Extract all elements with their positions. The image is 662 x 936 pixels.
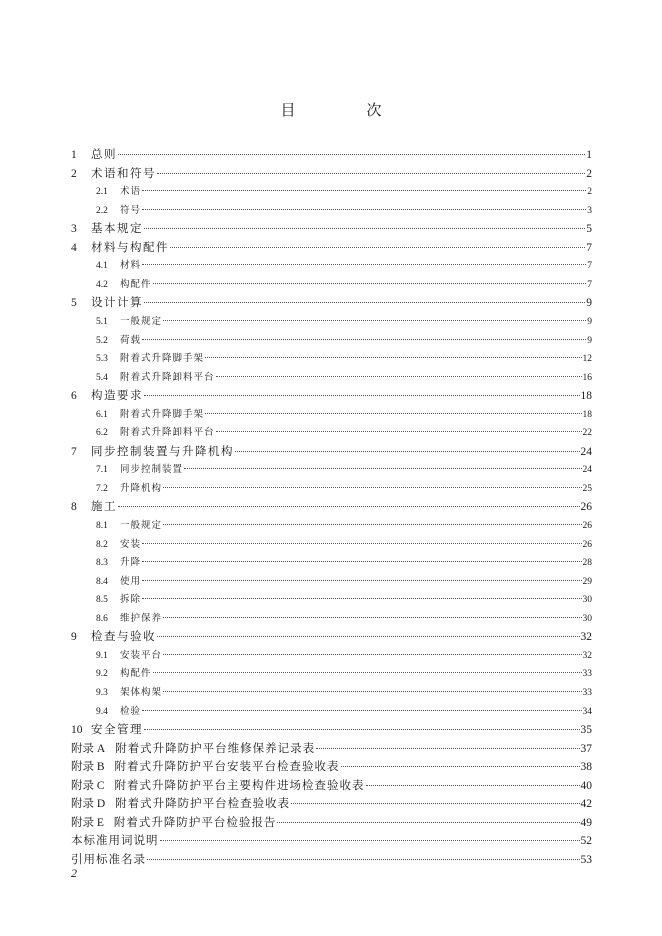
dot-leader: [144, 228, 585, 229]
toc-entry-number: 5.4: [96, 372, 108, 383]
toc-entry-label: 总则: [91, 149, 117, 161]
toc-entry-page: 18: [580, 390, 592, 403]
toc-entry-label: 升降机构: [120, 483, 163, 494]
toc-entry[interactable]: [71, 721, 592, 737]
toc-entry-number: 9: [71, 631, 77, 644]
toc-entry-label: 材料与构配件: [91, 241, 169, 254]
toc-entry-page: 26: [580, 501, 592, 514]
toc-subentry[interactable]: [96, 536, 592, 550]
toc-entry-label: 引用标准名录: [71, 853, 146, 866]
toc-entry-number: 附录 C: [71, 779, 105, 792]
toc-entry-label: 术语和符号: [91, 167, 156, 180]
toc-entry-page: 12: [582, 354, 592, 365]
toc-entry-page: 30: [582, 613, 592, 624]
toc-entry-label: 术语: [120, 187, 142, 198]
toc-entry-label: 检查与验收: [91, 631, 156, 644]
toc-entry-page: 9: [587, 316, 592, 327]
toc-entry-number: 5: [71, 297, 77, 310]
dot-leader: [142, 561, 581, 562]
toc-entry-number: 8: [71, 501, 77, 514]
toc-entry[interactable]: [71, 832, 592, 848]
toc-subentry[interactable]: [96, 591, 592, 605]
toc-subentry[interactable]: [96, 665, 592, 679]
toc-entry-page: 52: [580, 835, 592, 848]
toc-entry[interactable]: [71, 628, 592, 644]
toc-entry-label: 拆除: [120, 595, 142, 606]
toc-entry-page: 26: [582, 539, 592, 550]
toc-entry-page: 3: [587, 205, 592, 216]
toc-subentry[interactable]: [96, 684, 592, 698]
toc-entry-number: 2.1: [96, 187, 108, 198]
toc-entry-label: 基本规定: [91, 223, 143, 236]
toc-entry-label: 同步控制装置: [120, 465, 184, 476]
toc-entry[interactable]: [71, 740, 592, 756]
dot-leader: [163, 524, 581, 525]
toc-entry-number: 5.1: [96, 316, 108, 327]
dot-leader: [153, 672, 582, 673]
toc-entry-label: 附着式升降卸料平台: [120, 428, 215, 439]
toc-entry-number: 8.5: [96, 595, 108, 606]
toc-entry-page: 53: [580, 853, 592, 866]
toc-entry-number: 8.6: [96, 613, 108, 624]
toc-entry-number: 4.1: [96, 261, 108, 272]
dot-leader: [144, 302, 585, 303]
dot-leader: [216, 376, 582, 377]
dot-leader: [163, 320, 586, 321]
toc-entry-number: 6.1: [96, 409, 108, 420]
dot-leader: [142, 710, 581, 711]
toc-entry-number: 2: [71, 167, 77, 180]
toc-entry-label: 附着式升降卸料平台: [120, 372, 215, 383]
dot-leader: [153, 283, 587, 284]
toc-entry-page: 18: [582, 409, 592, 420]
toc-entry-number: 附录 B: [71, 761, 105, 774]
dot-leader: [142, 543, 581, 544]
toc-entry-number: 7: [71, 445, 77, 458]
dot-leader: [170, 247, 585, 248]
dot-leader: [157, 636, 580, 637]
toc-subentry[interactable]: [96, 517, 592, 531]
dot-leader: [142, 264, 586, 265]
dot-leader: [144, 395, 580, 396]
toc-subentry[interactable]: [96, 313, 592, 327]
toc-entry-label: 附着式升降防护平台检验报告: [113, 816, 277, 829]
toc-entry-label: 设计计算: [91, 297, 143, 310]
toc-entry-label: 安全管理: [91, 724, 143, 737]
toc-entry-page: 9: [586, 297, 592, 310]
toc-subentry[interactable]: [96, 369, 592, 383]
toc-entry-number: 7.1: [96, 465, 108, 476]
toc-subentry[interactable]: [96, 257, 592, 271]
toc-entry[interactable]: [71, 498, 592, 514]
toc-subentry[interactable]: [96, 350, 592, 364]
dot-leader: [118, 506, 580, 507]
toc-entry-label: 符号: [120, 205, 142, 216]
toc-entry-number: 8.1: [96, 521, 108, 531]
dot-leader: [142, 339, 586, 340]
toc-entry-label: 构配件: [120, 669, 152, 680]
toc-entry-page: 2: [586, 167, 592, 180]
toc-subentry[interactable]: [96, 480, 592, 494]
toc-entry-page: 37: [580, 742, 592, 755]
toc-entry-page: 7: [587, 279, 592, 290]
toc-entry-page: 38: [580, 761, 592, 774]
toc-entry-page: 33: [582, 687, 592, 698]
toc-entry[interactable]: [71, 795, 592, 811]
dot-leader: [160, 840, 580, 841]
toc-entry-number: 3: [71, 223, 77, 236]
toc-entry[interactable]: [71, 220, 592, 236]
toc-entry-label: 附着式升降防护平台主要构件进场检查验收表: [114, 779, 365, 792]
toc-entry-label: 荷载: [120, 335, 142, 346]
toc-entry-number: 附录 A: [71, 742, 106, 755]
toc-subentry[interactable]: [96, 276, 592, 290]
toc-entry-number: 8.3: [96, 558, 108, 569]
dot-leader: [157, 173, 585, 174]
toc-entry-number: 附录 D: [71, 798, 106, 811]
toc-entry-page: 25: [582, 483, 592, 494]
toc-entry-label: 附着式升降防护平台检查验收表: [115, 798, 291, 811]
toc-entry-page: 42: [580, 798, 592, 811]
toc-entry-label: 附着式升降脚手架: [120, 409, 205, 420]
toc-entry-page: 49: [580, 816, 592, 829]
toc-entry[interactable]: [71, 814, 592, 830]
toc-entry-page: 9: [587, 335, 592, 346]
toc-entry-label: 本标准用词说明: [71, 835, 159, 848]
toc-entry-page: 24: [580, 445, 592, 458]
toc-entry-page: 32: [582, 650, 592, 661]
toc-entry-label: 同步控制装置与升降机构: [91, 445, 234, 458]
toc-entry-label: 施工: [91, 501, 117, 514]
toc-entry[interactable]: [71, 758, 592, 774]
dot-leader: [118, 154, 585, 155]
dot-leader: [184, 468, 581, 469]
toc-entry-page: 33: [582, 669, 592, 680]
toc-entry[interactable]: [71, 443, 592, 459]
toc-entry[interactable]: [71, 294, 592, 310]
toc-entry-number: 8.4: [96, 576, 108, 587]
toc-entry-number: 6.2: [96, 428, 108, 439]
toc-entry-number: 附录 E: [71, 816, 104, 829]
toc-entry-page: 29: [582, 576, 592, 587]
toc-entry-number: 6: [71, 390, 77, 403]
toc-entry-page: 24: [582, 465, 592, 476]
toc-entry-label: 附着式升降防护平台安装平台检查验收表: [114, 761, 340, 774]
toc-entry[interactable]: [71, 239, 592, 255]
toc-entry-page: 7: [587, 261, 592, 272]
toc-entry-number: 8.2: [96, 539, 108, 550]
toc-entry-page: 5: [586, 223, 592, 236]
dot-leader: [366, 785, 580, 786]
dot-leader: [341, 766, 580, 767]
toc-entry-page: 2: [587, 187, 592, 198]
toc-subentry[interactable]: [96, 610, 592, 624]
toc-entry-number: 4: [71, 241, 77, 254]
dot-leader: [316, 748, 579, 749]
dot-leader: [216, 431, 582, 432]
toc-entry[interactable]: [71, 851, 592, 867]
toc-entry-number: 5.2: [96, 335, 108, 346]
toc-subentry[interactable]: [96, 554, 592, 568]
toc-entry-label: 安装平台: [120, 650, 163, 661]
toc-entry-page: 34: [582, 706, 592, 717]
toc-entry-label: 附着式升降脚手架: [120, 354, 205, 365]
toc-entry-label: 构造要求: [91, 390, 143, 403]
toc-entry-label: 维护保养: [120, 613, 163, 624]
toc-entry-page: 35: [580, 724, 592, 737]
toc-entry-label: 检验: [120, 706, 142, 717]
dot-leader: [142, 190, 586, 191]
toc-entry-number: 7.2: [96, 483, 108, 494]
dot-leader: [205, 413, 581, 414]
toc-entry-label: 使用: [120, 576, 142, 587]
toc-entry[interactable]: [71, 146, 592, 162]
dot-leader: [163, 617, 581, 618]
toc-entry-page: 22: [582, 428, 592, 439]
toc-subentry[interactable]: [96, 406, 592, 420]
toc-entry-number: 9.2: [96, 669, 108, 680]
toc-entry-number: 9.4: [96, 706, 108, 717]
toc-entry-page: 26: [582, 521, 592, 531]
toc-entry-number: 1: [71, 149, 77, 161]
dot-leader: [277, 822, 579, 823]
dot-leader: [142, 209, 586, 210]
toc-entry-number: 9.3: [96, 687, 108, 698]
toc-subentry[interactable]: [96, 202, 592, 216]
dot-leader: [144, 729, 580, 730]
toc-subentry[interactable]: [96, 332, 592, 346]
toc-entry-page: 32: [580, 631, 592, 644]
dot-leader: [142, 580, 581, 581]
dot-leader: [163, 691, 581, 692]
toc-entry[interactable]: [71, 165, 592, 181]
toc-entry-page: 1: [586, 149, 592, 161]
dot-leader: [205, 357, 581, 358]
toc-subentry[interactable]: [96, 703, 592, 717]
toc-entry-number: 4.2: [96, 279, 108, 290]
toc-entry-page: 40: [580, 779, 592, 792]
dot-leader: [163, 487, 581, 488]
toc-entry-page: 16: [582, 372, 592, 383]
toc-entry-number: 2.2: [96, 205, 108, 216]
toc-entry-label: 一般规定: [120, 316, 163, 327]
toc-subentry[interactable]: [96, 183, 592, 197]
dot-leader: [291, 803, 579, 804]
dot-leader: [142, 598, 581, 599]
page-title: 目 次: [280, 103, 410, 119]
toc-entry-label: 升降: [120, 558, 142, 569]
dot-leader: [163, 654, 581, 655]
toc-entry-page: 28: [582, 558, 592, 569]
toc-subentry[interactable]: [96, 573, 592, 587]
toc-entry[interactable]: [71, 777, 592, 793]
toc-entry-label: 安装: [120, 539, 142, 550]
toc-subentry[interactable]: [96, 424, 592, 438]
dot-leader: [235, 451, 580, 452]
toc-entry-label: 材料: [120, 261, 142, 272]
toc-entry-label: 架体构架: [120, 687, 163, 698]
page-number: 2: [71, 866, 77, 880]
toc-entry-number: 9.1: [96, 650, 108, 661]
toc-entry-number: 10: [71, 724, 83, 737]
toc-entry[interactable]: [71, 387, 592, 403]
toc-entry-page: 30: [582, 595, 592, 606]
toc-subentry[interactable]: [96, 647, 592, 661]
toc-entry-page: 7: [586, 241, 592, 254]
dot-leader: [147, 859, 580, 860]
toc-entry-number: 5.3: [96, 354, 108, 365]
toc-subentry[interactable]: [96, 461, 592, 475]
toc-entry-label: 附着式升降防护平台维修保养记录表: [115, 742, 316, 755]
toc-entry-label: 构配件: [120, 279, 152, 290]
toc-entry-label: 一般规定: [120, 521, 163, 531]
